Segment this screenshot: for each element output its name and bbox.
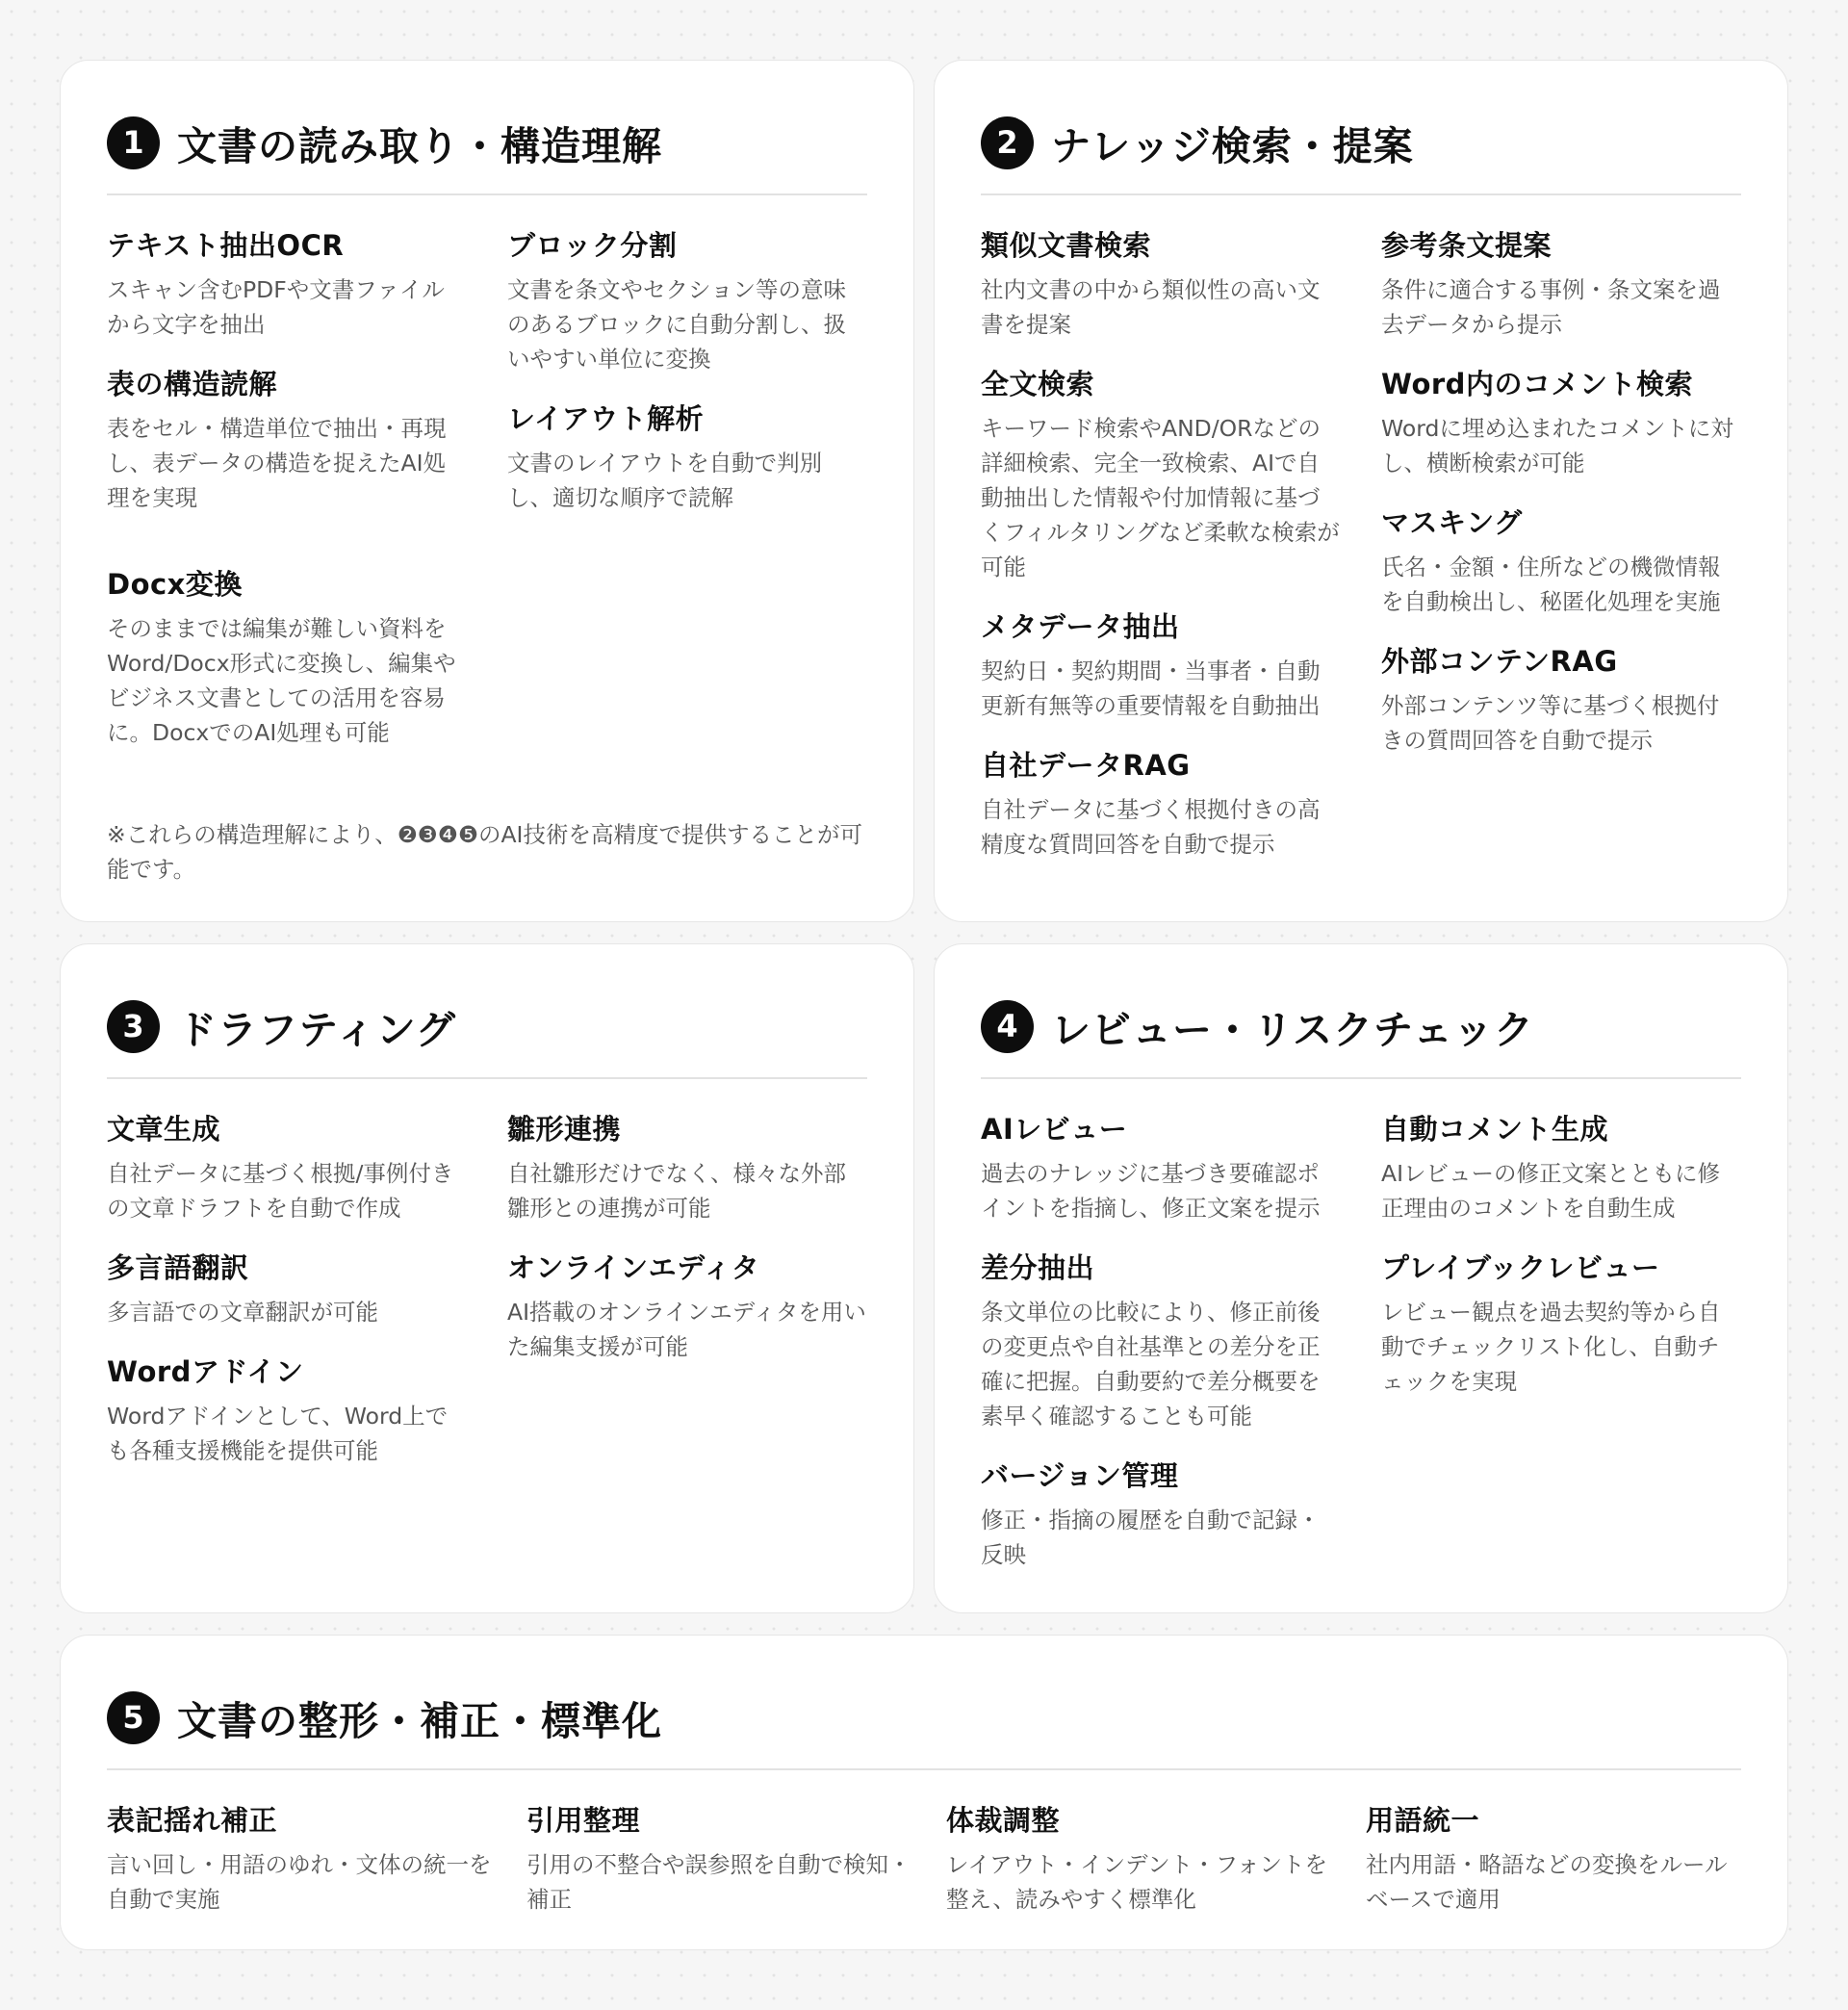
feature-item [981,1249,1341,1433]
feature-item [107,226,467,342]
feature-title: 表の構造読解 [107,368,278,400]
feature-description: スキャン含むPDFや文書ファイルから文字を抽出 [107,276,445,338]
feature-item [107,1353,467,1468]
feature-description: 社内文書の中から類似性の高い文書を提案 [981,276,1321,338]
feature-item [981,226,1341,342]
feature-title: 自社データRAG [981,749,1191,782]
feature-description: 自社雛形だけでなく、様々な外部雛形との連携が可能 [507,1160,847,1222]
feature-description: AI搭載のオンラインエディタを用いた編集支援が可能 [507,1299,866,1360]
feature-description: 修正・指摘の履歴を自動で記録・反映 [981,1507,1321,1568]
section-number-badge: 1 [107,116,160,169]
feature-description: 文書のレイアウトを自動で判別し、適切な順序で読解 [507,450,823,511]
feature-item [507,1110,867,1225]
feature-title: Wordアドイン [107,1355,304,1388]
feature-item [507,399,867,515]
feature-description: Wordに埋め込まれたコメントに対し、横断検索が可能 [1381,415,1733,477]
section-number-badge: 2 [981,116,1034,169]
feature-title: AIレビュー [981,1113,1128,1146]
feature-title: 全文検索 [981,368,1095,400]
section-title: レビュー・リスクチェック [1051,1006,1534,1053]
feature-description: 外部コンテンツ等に基づく根拠付きの質問回答を自動で提示 [1381,692,1720,754]
feature-title: 文章生成 [107,1113,221,1146]
feature-title: 外部コンテンRAG [1381,645,1618,678]
feature-description: レビュー観点を過去契約等から自動でチェックリスト化し、自動チェックを実現 [1381,1299,1721,1395]
section-number-badge: 4 [981,1000,1034,1053]
section-header [107,991,867,1079]
feature-description: 条文単位の比較により、修正前後の変更点や自社基準との差分を正確に把握。自動要約で差分概要を素早く確認することも可能 [981,1299,1321,1430]
feature-title: 差分抽出 [981,1251,1095,1284]
section-title: ナレッジ検索・提案 [1051,122,1414,169]
feature-item [1381,503,1741,619]
feature-description: 社内用語・略語などの変換をルールベースで適用 [1366,1851,1728,1913]
feature-item [1381,642,1741,758]
feature-item [526,1801,913,1917]
section-header [981,991,1741,1079]
feature-item [507,1249,867,1364]
feature-title: 類似文書検索 [981,229,1152,262]
feature-title: メタデータ抽出 [981,610,1180,643]
feature-item [981,1110,1341,1225]
feature-description: 文書を条文やセクション等の意味のあるブロックに自動分割し、扱いやすい単位に変換 [507,276,847,373]
section-header [107,107,867,195]
section-title: 文書の読み取り・構造理解 [177,122,662,169]
section-title: ドラフティング [177,1006,456,1053]
feature-item [1381,226,1741,342]
feature-description: そのままでは編集が難しい資料をWord/Docx形式に変換し、編集やビジネス文書としての活用を容易に。DocxでのAI処理も可能 [107,615,456,746]
section-card-formatting-standardization [60,1635,1788,1950]
feature-title: 自動コメント生成 [1381,1113,1609,1146]
feature-item [107,1110,467,1225]
feature-title: マスキング [1381,506,1523,539]
feature-title: プレイブックレビュー [1381,1251,1660,1284]
feature-description: 表をセル・構造単位で抽出・再現し、表データの構造を捉えたAI処理を実現 [107,415,447,511]
feature-item [981,1456,1341,1572]
section-number-badge: 3 [107,1000,160,1053]
section-title: 文書の整形・補正・標準化 [177,1697,662,1744]
feature-description: 過去のナレッジに基づき要確認ポイントを指摘し、修正文案を提示 [981,1160,1321,1222]
feature-title: ブロック分割 [507,229,678,262]
feature-title: レイアウト解析 [507,402,705,435]
feature-title: 用語統一 [1366,1804,1480,1837]
feature-item [981,607,1341,723]
feature-description: 言い回し・用語のゆれ・文体の統一を自動で実施 [107,1851,492,1913]
section-number-badge: 5 [107,1691,160,1744]
feature-item [981,746,1341,862]
section-card-review-risk-check [934,943,1788,1613]
feature-description: AIレビューの修正文案とともに修正理由のコメントを自動生成 [1381,1160,1721,1222]
feature-description: 氏名・金額・住所などの機微情報を自動検出し、秘匿化処理を実施 [1381,554,1721,615]
feature-title: 体裁調整 [946,1804,1061,1837]
section-card-drafting [60,943,914,1613]
feature-description: 自社データに基づく根拠/事例付きの文章ドラフトを自動で作成 [107,1160,454,1222]
section-header [981,107,1741,195]
feature-item [507,226,867,376]
feature-title: 参考条文提案 [1381,229,1553,262]
feature-title: 引用整理 [526,1804,641,1837]
feature-item [981,365,1341,584]
feature-description: 契約日・契約期間・当事者・自動更新有無等の重要情報を自動抽出 [981,657,1321,719]
feature-description: 自社データに基づく根拠付きの高精度な質問回答を自動で提示 [981,796,1321,858]
feature-description: レイアウト・インデント・フォントを整え、読みやすく標準化 [946,1851,1327,1913]
feature-item [1381,365,1741,480]
feature-description: 条件に適合する事例・条文案を過去データから提示 [1381,276,1721,338]
feature-description: キーワード検索やAND/ORなどの詳細検索、完全一致検索、AIで自動抽出した情報や付加情報に基づくフィルタリングなど柔軟な検索が可能 [981,415,1340,580]
feature-item [1366,1801,1741,1917]
feature-description: 引用の不整合や誤参照を自動で検知・補正 [526,1851,911,1913]
feature-title: オンラインエディタ [507,1251,760,1284]
section-card-document-reading [60,60,914,922]
section-card-knowledge-search [934,60,1788,922]
footnote: ※これらの構造理解により、❷❸❹❺のAI技術を高精度で提供することが可能です。 [107,821,862,883]
feature-title: テキスト抽出OCR [107,229,345,262]
feature-item [1381,1249,1741,1399]
feature-title: 雛形連携 [507,1113,622,1146]
feature-item [107,365,467,515]
feature-description: 多言語での文章翻訳が可能 [107,1299,378,1326]
feature-item [107,1249,467,1329]
feature-item [1381,1110,1741,1225]
feature-title: Word内のコメント検索 [1381,368,1693,400]
feature-title: 表記揺れ補正 [107,1804,278,1837]
section-header [107,1682,1741,1770]
feature-title: バージョン管理 [981,1459,1179,1492]
feature-item [107,565,467,750]
feature-title: 多言語翻訳 [107,1251,249,1284]
feature-item [107,1801,494,1917]
feature-description: Wordアドインとして、Word上でも各種支援機能を提供可能 [107,1403,449,1464]
feature-item [946,1801,1333,1917]
feature-title: Docx変換 [107,568,243,601]
